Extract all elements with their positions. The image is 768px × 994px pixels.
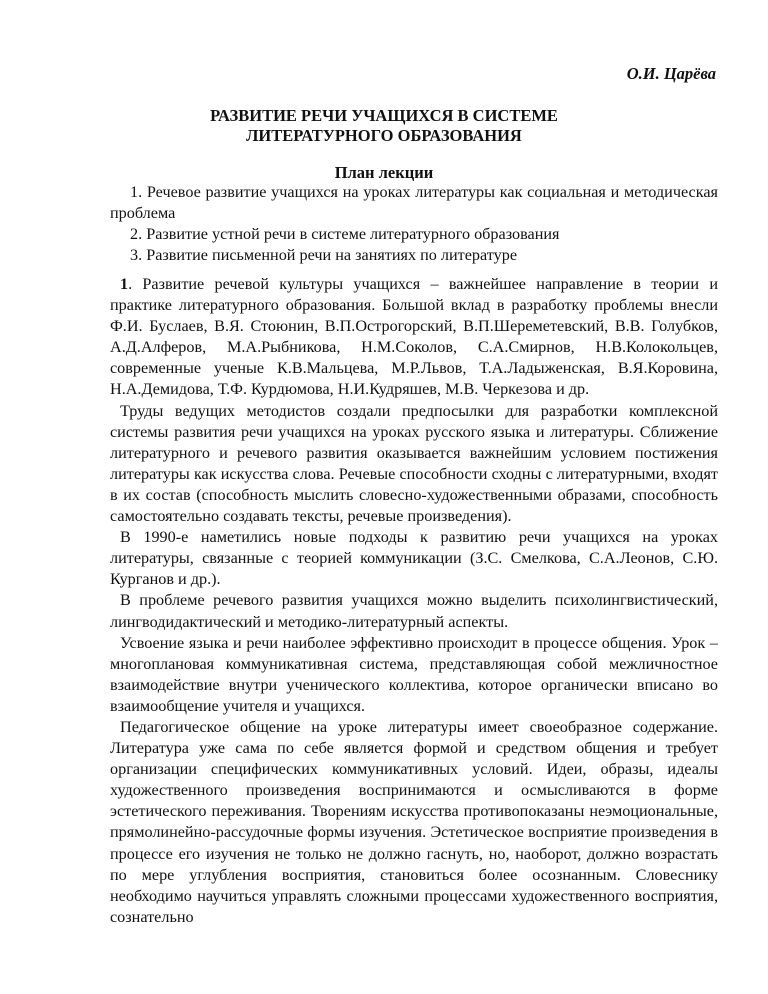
plan-heading: План лекции [334, 163, 434, 182]
lecture-body [110, 274, 718, 928]
paragraph-6: Педагогическое общение на уроке литературы имеет своеобразное содержание. Литература уже сама по себе является формой и средством общения и требует организации специфических коммуникативных условий. Идеи, образы, идеалы художественного произведения воспринимаются и осмысливаются в форме эстетического переживания. Творениям искусства противопоказаны неэмоциональные, прямолинейно-рассудочные формы изучения. Эстетическое восприятие произведения в процессе его изучения не только не должно гаснуть, но, наоборот, должно возрастать по мере углубления восприятия, становиться более осознанным. Словеснику необходимо научиться управлять сложными процессами художественного восприятия, сознательно [110, 717, 718, 926]
author-name: О.И. Царёва [626, 64, 716, 83]
paragraph-4: В проблеме речевого развития учащихся можно выделить психолингвистический, лингводидактический и методико-литературный аспекты. [110, 591, 718, 631]
paragraph-3: В 1990-е наметились новые подходы к развитию речи учащихся на уроках литературы, связанные с теорией коммуникации (З.С. Смелкова, С.А.Леонов, С.Ю. Курганов и др.). [110, 528, 718, 589]
title-line-2: ЛИТЕРАТУРНОГО ОБРАЗОВАНИЯ [246, 125, 522, 145]
paragraph-2: Труды ведущих методистов создали предпосылки для разработки комплексной системы развития речи учащихся на уроках русского языка и литературы. Сближение литературного и речевого развития оказывается важнейшим условием постижения литературы как искусства слова. Речевые способности сходны с литературными, входят в их состав (способность мыслить словесно-художественными образами, способность самостоятельно создавать тексты, речевые произведения). [110, 401, 718, 526]
paragraph-5: Усвоение языка и речи наиболее эффективно происходит в процессе общения. Урок – многоплановая коммуникативная система, представляющая собой межличностное взаимодействие внутри ученического коллектива, которое органически вписано во взаимообщение учителя и учащихся. [110, 633, 718, 715]
lecture-title [0, 106, 768, 145]
paragraph-1 [110, 274, 718, 401]
plan-item-2: 2. Развитие устной речи в системе литературного образования [130, 225, 560, 244]
plan-item-3: 3. Развитие письменной речи на занятиях по литературе [130, 246, 518, 265]
plan-item-1: 1. Речевое развитие учащихся на уроках литературы как социальная и методическая проблема [110, 183, 718, 223]
plan-list [110, 182, 718, 266]
title-line-1: РАЗВИТИЕ РЕЧИ УЧАЩИХСЯ В СИСТЕМЕ [210, 106, 558, 125]
paragraph-1-number: 1 [120, 275, 129, 293]
paragraph-1-text: . Развитие речевой культуры учащихся – важнейшее направление в теории и практике литературного образования. Большой вклад в разработку проблемы внесли Ф.И. Буслаев, В.Я. Стоюнин, В.П.Острогорский, В.П.Шереметевский, В.В. Голубков, А.Д.Алферов, М.А.Рыбникова, Н.М.Соколов, С.А.Смирнов, Н.В.Колокольцев, современные ученые К.В.Мальцева, М.Р.Львов, Т.А.Ладыженская, В.Я.Коровина, Н.А.Демидова, Т.Ф. Курдюмова, Н.И.Кудряшев, М.В. Черкезова и др. [110, 275, 718, 399]
